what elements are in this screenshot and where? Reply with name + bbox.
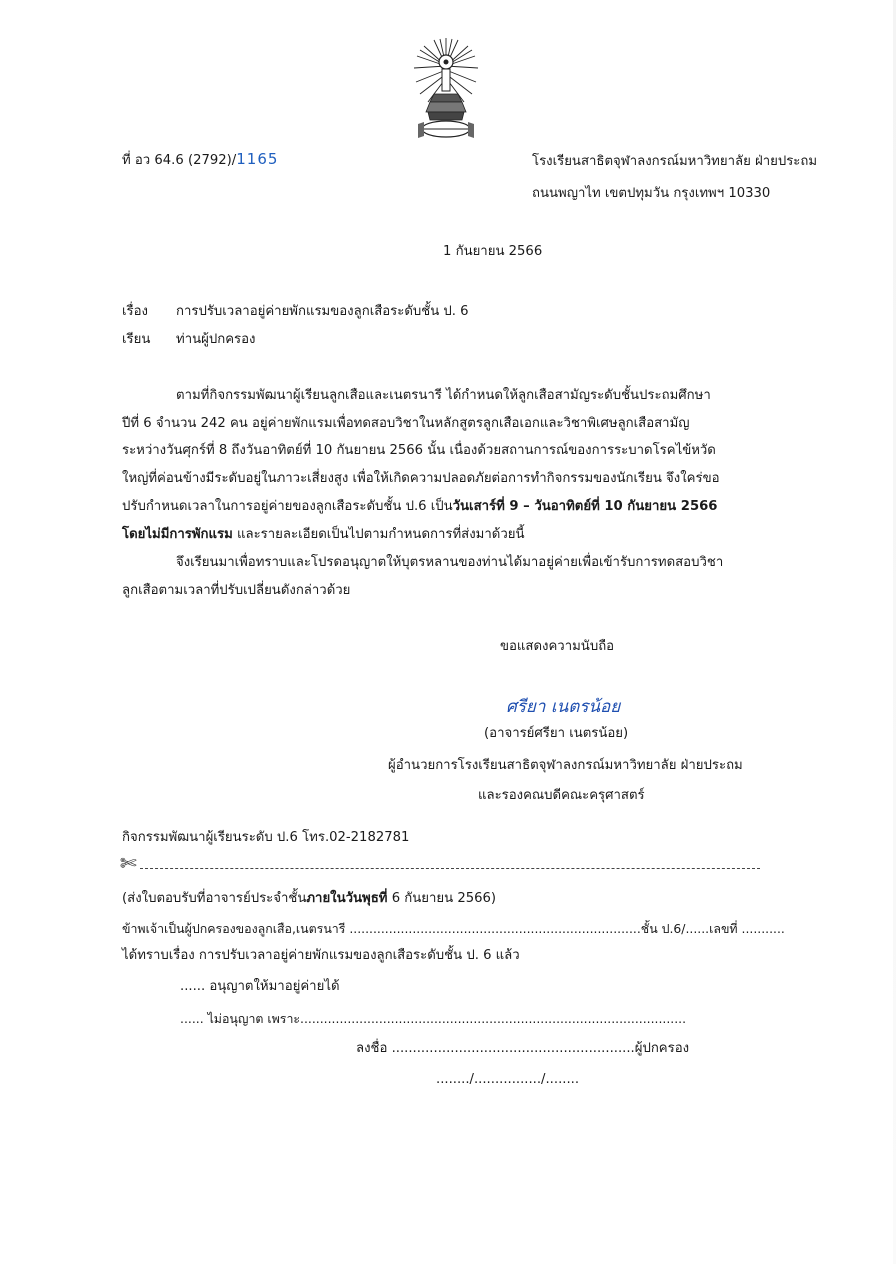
scissors-icon: ✄ <box>120 851 137 875</box>
handwritten-signature: ศรียา เนตรน้อย <box>506 697 621 717</box>
to-text: ท่านผู้ปกครอง <box>176 332 256 347</box>
signer-name: (อาจารย์ศรียา เนตรน้อย) <box>484 726 629 741</box>
subject-text: การปรับเวลาอยู่ค่ายพักแรมของลูกเสือระดับชั้น ป. 6 <box>176 304 469 319</box>
school-emblem-logo <box>412 36 480 146</box>
body-line-2: ปีที่ 6 จำนวน 242 คน อยู่ค่ายพักแรมเพื่อทดสอบวิชาในหลักสูตรลูกเสือเอกและวิชาพิเศษลูกเสือสามัญ <box>122 416 690 431</box>
body-para-2-line-2: ลูกเสือตามเวลาที่ปรับเปลี่ยนดังกล่าวด้วย <box>122 583 351 598</box>
body-line-4: ใหญ่ที่ค่อนข้างมีระดับอยู่ในภาวะเสี่ยงสูง เพื่อให้เกิดความปลอดภัยต่อการทำกิจกรรมของนักเรียน จึงใคร่ขอ <box>122 471 720 486</box>
body-line-1: ตามที่กิจกรรมพัฒนาผู้เรียนลูกเสือและเนตรนารี ได้กำหนดให้ลูกเสือสามัญระดับชั้นประถมศึกษา <box>176 388 711 403</box>
body-line-6-bold: โดยไม่มีการพักแรม <box>122 527 233 542</box>
signer-title-2: และรองคณบดีคณะครุศาสตร์ <box>478 788 645 803</box>
body-line-3: ระหว่างวันศุกร์ที่ 8 ถึงวันอาทิตย์ที่ 10 กันยายน 2566 นั้น เนื่องด้วยสถานการณ์ของการระบาดโรคไข้หวัด <box>122 443 716 458</box>
reply-instruction <box>122 892 496 905</box>
signer-title-1: ผู้อำนวยการโรงเรียนสาธิตจุฬาลงกรณ์มหาวิทยาลัย ฝ่ายประถม <box>388 758 743 773</box>
reply-instruction-normal: (ส่งใบตอบรับที่อาจารย์ประจำชั้น <box>122 891 307 906</box>
body-line-5-bold: วันเสาร์ที่ 9 – วันอาทิตย์ที่ 10 กันยายน 2566 <box>452 499 718 514</box>
reply-acknowledge-line: ได้ทราบเรื่อง การปรับเวลาอยู่ค่ายพักแรมของลูกเสือระดับชั้น ป. 6 แล้ว <box>122 948 520 963</box>
option-deny-reason[interactable]: ...... ไม่อนุญาต เพราะ.................................................................................................. <box>180 1011 687 1026</box>
reference-handwritten-number: 1165 <box>236 150 279 168</box>
reply-date-line[interactable]: ......../................/........ <box>436 1072 580 1087</box>
body-line-6-normal: และรายละเอียดเป็นไปตามกำหนดการที่ส่งมาด้วยนี้ <box>232 527 525 542</box>
subject-label: เรื่อง <box>122 304 148 319</box>
body-line-6 <box>122 528 524 541</box>
reply-instruction-date: 6 กันยายน 2566) <box>387 891 497 906</box>
to-label: เรียน <box>122 332 151 347</box>
letter-date: 1 กันยายน 2566 <box>443 244 543 259</box>
reply-guardian-line[interactable]: ข้าพเจ้าเป็นผู้ปกครองของลูกเสือ,เนตรนารี ..........................................................................ชั้น ป.6/......เลขที่ ........... <box>122 921 785 936</box>
contact-info: กิจกรรมพัฒนาผู้เรียนระดับ ป.6 โทร.02-2182781 <box>122 830 410 845</box>
reference-number <box>122 152 278 167</box>
cut-dashed-line <box>140 868 760 869</box>
school-name: โรงเรียนสาธิตจุฬาลงกรณ์มหาวิทยาลัย ฝ่ายประถม <box>532 154 818 169</box>
body-line-5-normal: ปรับกำหนดเวลาในการอยู่ค่ายของลูกเสือระดับชั้น ป.6 เป็น <box>122 499 453 514</box>
body-para-2-line-1: จึงเรียนมาเพื่อทราบและโปรดอนุญาตให้บุตรหลานของท่านได้มาอยู่ค่ายเพื่อเข้ารับการทดสอบวิชา <box>176 555 724 570</box>
closing-regards: ขอแสดงความนับถือ <box>500 639 615 654</box>
school-address: ถนนพญาไท เขตปทุมวัน กรุงเทพฯ 10330 <box>532 186 771 201</box>
reply-instruction-bold: ภายในวันพุธที่ <box>306 891 388 906</box>
guardian-signature-line[interactable]: ลงชื่อ ..........................................................ผู้ปกครอง <box>356 1041 690 1056</box>
option-allow[interactable]: ...... อนุญาตให้มาอยู่ค่ายได้ <box>180 979 340 994</box>
reference-label: ที่ อว 64.6 (2792)/ <box>122 153 237 168</box>
body-line-5 <box>122 500 717 513</box>
